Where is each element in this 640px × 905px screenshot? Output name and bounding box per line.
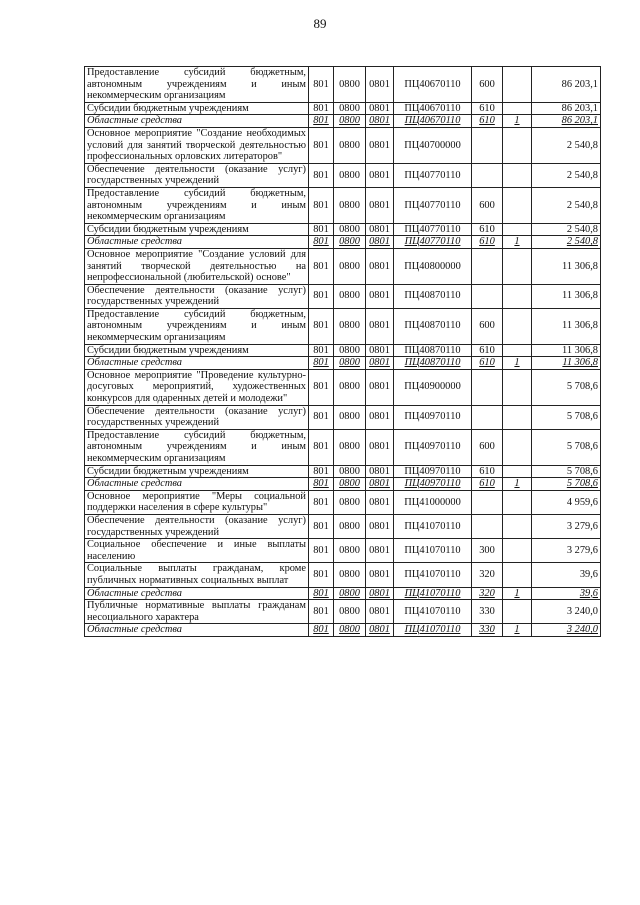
- row-section-code: 0800: [334, 563, 366, 587]
- table-row: [85, 344, 601, 357]
- row-amount: 86 203,1: [532, 67, 601, 103]
- table-row: [85, 102, 601, 115]
- row-amount: 86 203,1: [532, 115, 601, 128]
- row-admin-code: 801: [309, 600, 334, 624]
- row-expense-type: 330: [472, 600, 503, 624]
- row-subsection-code: 0801: [366, 308, 394, 344]
- row-expense-type: 600: [472, 187, 503, 223]
- row-subsection-code: 0801: [366, 115, 394, 128]
- row-amount: 3 279,6: [532, 514, 601, 538]
- table-row: [85, 539, 601, 563]
- row-name: Субсидии бюджетным учреждениям: [85, 465, 309, 478]
- row-subsection-code: 0801: [366, 405, 394, 429]
- table-row-regional-funds: [85, 115, 601, 128]
- row-target-article: ПЦ40670110: [394, 102, 472, 115]
- row-subsection-code: 0801: [366, 624, 394, 637]
- row-amount: 11 306,8: [532, 344, 601, 357]
- row-section-code: 0800: [334, 539, 366, 563]
- row-amount: 11 306,8: [532, 284, 601, 308]
- row-section-code: 0800: [334, 248, 366, 284]
- row-admin-code: 801: [309, 357, 334, 370]
- row-expense-type: 320: [472, 563, 503, 587]
- row-target-article: ПЦ41000000: [394, 490, 472, 514]
- row-admin-code: 801: [309, 163, 334, 187]
- row-subsection-code: 0801: [366, 248, 394, 284]
- row-amount: 86 203,1: [532, 102, 601, 115]
- row-subsection-code: 0801: [366, 369, 394, 405]
- row-target-article: ПЦ41070110: [394, 600, 472, 624]
- row-admin-code: 801: [309, 248, 334, 284]
- row-expense-type: 610: [472, 223, 503, 236]
- row-name: Основное мероприятие "Создание условий для занятий творческой деятельностью на непрофессиональной (любительской) основе": [85, 248, 309, 284]
- row-admin-code: 801: [309, 344, 334, 357]
- table-row: [85, 163, 601, 187]
- row-target-article: ПЦ40870110: [394, 344, 472, 357]
- row-funding-source: [503, 127, 532, 163]
- row-section-code: 0800: [334, 587, 366, 600]
- row-subsection-code: 0801: [366, 284, 394, 308]
- row-name: Субсидии бюджетным учреждениям: [85, 223, 309, 236]
- row-amount: 4 959,6: [532, 490, 601, 514]
- row-funding-source: [503, 284, 532, 308]
- row-expense-type: 600: [472, 308, 503, 344]
- row-name: Областные средства: [85, 236, 309, 249]
- table-row: [85, 369, 601, 405]
- table-row: [85, 223, 601, 236]
- row-amount: 2 540,8: [532, 163, 601, 187]
- row-expense-type: 320: [472, 587, 503, 600]
- row-subsection-code: 0801: [366, 587, 394, 600]
- row-expense-type: 330: [472, 624, 503, 637]
- row-subsection-code: 0801: [366, 163, 394, 187]
- row-admin-code: 801: [309, 223, 334, 236]
- row-section-code: 0800: [334, 490, 366, 514]
- row-amount: 2 540,8: [532, 187, 601, 223]
- row-amount: 5 708,6: [532, 405, 601, 429]
- row-subsection-code: 0801: [366, 600, 394, 624]
- row-funding-source: [503, 163, 532, 187]
- row-target-article: ПЦ41070110: [394, 587, 472, 600]
- row-admin-code: 801: [309, 624, 334, 637]
- row-section-code: 0800: [334, 284, 366, 308]
- row-target-article: ПЦ40900000: [394, 369, 472, 405]
- row-expense-type: [472, 514, 503, 538]
- row-amount: 5 708,6: [532, 429, 601, 465]
- row-admin-code: 801: [309, 478, 334, 491]
- row-target-article: ПЦ40800000: [394, 248, 472, 284]
- row-admin-code: 801: [309, 236, 334, 249]
- row-funding-source: [503, 600, 532, 624]
- row-admin-code: 801: [309, 539, 334, 563]
- row-funding-source: 1: [503, 357, 532, 370]
- row-section-code: 0800: [334, 600, 366, 624]
- row-section-code: 0800: [334, 624, 366, 637]
- row-name: Областные средства: [85, 357, 309, 370]
- row-funding-source: [503, 308, 532, 344]
- table-row-regional-funds: [85, 587, 601, 600]
- row-amount: 3 240,0: [532, 624, 601, 637]
- row-expense-type: [472, 127, 503, 163]
- row-target-article: ПЦ40970110: [394, 429, 472, 465]
- row-name: Основное мероприятие "Создание необходимых условий для занятий творческой деятельностью профессиональных орловских литераторов": [85, 127, 309, 163]
- row-expense-type: 300: [472, 539, 503, 563]
- row-expense-type: [472, 490, 503, 514]
- row-name: Предоставление субсидий бюджетным, автономным учреждениям и иным некоммерческим организациям: [85, 187, 309, 223]
- row-expense-type: 610: [472, 102, 503, 115]
- row-subsection-code: 0801: [366, 563, 394, 587]
- table-row: [85, 514, 601, 538]
- row-target-article: ПЦ40770110: [394, 223, 472, 236]
- row-admin-code: 801: [309, 405, 334, 429]
- row-funding-source: [503, 405, 532, 429]
- row-subsection-code: 0801: [366, 514, 394, 538]
- row-admin-code: 801: [309, 308, 334, 344]
- row-subsection-code: 0801: [366, 539, 394, 563]
- row-target-article: ПЦ40770110: [394, 187, 472, 223]
- row-amount: 11 306,8: [532, 308, 601, 344]
- row-funding-source: 1: [503, 624, 532, 637]
- row-expense-type: 610: [472, 465, 503, 478]
- row-funding-source: [503, 429, 532, 465]
- row-expense-type: 610: [472, 357, 503, 370]
- row-name: Областные средства: [85, 624, 309, 637]
- row-expense-type: [472, 405, 503, 429]
- row-funding-source: [503, 187, 532, 223]
- row-admin-code: 801: [309, 514, 334, 538]
- row-section-code: 0800: [334, 514, 366, 538]
- row-funding-source: 1: [503, 236, 532, 249]
- row-subsection-code: 0801: [366, 465, 394, 478]
- table-row: [85, 490, 601, 514]
- row-target-article: ПЦ40770110: [394, 163, 472, 187]
- row-name: Предоставление субсидий бюджетным, автономным учреждениям и иным некоммерческим организациям: [85, 429, 309, 465]
- row-admin-code: 801: [309, 369, 334, 405]
- row-name: Обеспечение деятельности (оказание услуг) государственных учреждений: [85, 163, 309, 187]
- table-row-regional-funds: [85, 357, 601, 370]
- row-name: Обеспечение деятельности (оказание услуг) государственных учреждений: [85, 514, 309, 538]
- row-subsection-code: 0801: [366, 490, 394, 514]
- row-subsection-code: 0801: [366, 357, 394, 370]
- budget-table: [84, 66, 601, 637]
- row-amount: 39,6: [532, 563, 601, 587]
- row-section-code: 0800: [334, 369, 366, 405]
- row-admin-code: 801: [309, 127, 334, 163]
- row-amount: 3 240,0: [532, 600, 601, 624]
- row-target-article: ПЦ41070110: [394, 514, 472, 538]
- row-target-article: ПЦ40970110: [394, 478, 472, 491]
- row-subsection-code: 0801: [366, 478, 394, 491]
- row-subsection-code: 0801: [366, 127, 394, 163]
- row-admin-code: 801: [309, 102, 334, 115]
- row-funding-source: [503, 223, 532, 236]
- row-funding-source: [503, 102, 532, 115]
- row-funding-source: 1: [503, 478, 532, 491]
- row-amount: 2 540,8: [532, 236, 601, 249]
- row-subsection-code: 0801: [366, 429, 394, 465]
- row-funding-source: [503, 490, 532, 514]
- row-expense-type: 610: [472, 478, 503, 491]
- row-name: Обеспечение деятельности (оказание услуг) государственных учреждений: [85, 284, 309, 308]
- table-row: [85, 429, 601, 465]
- row-name: Социальные выплаты гражданам, кроме публичных нормативных социальных выплат: [85, 563, 309, 587]
- row-target-article: ПЦ40670110: [394, 67, 472, 103]
- row-section-code: 0800: [334, 115, 366, 128]
- row-amount: 11 306,8: [532, 357, 601, 370]
- row-amount: 11 306,8: [532, 248, 601, 284]
- row-section-code: 0800: [334, 405, 366, 429]
- row-funding-source: 1: [503, 115, 532, 128]
- row-funding-source: [503, 67, 532, 103]
- row-target-article: ПЦ40870110: [394, 284, 472, 308]
- row-amount: 39,6: [532, 587, 601, 600]
- table-row: [85, 308, 601, 344]
- row-subsection-code: 0801: [366, 67, 394, 103]
- row-expense-type: 610: [472, 115, 503, 128]
- row-target-article: ПЦ40970110: [394, 465, 472, 478]
- row-admin-code: 801: [309, 284, 334, 308]
- row-expense-type: [472, 248, 503, 284]
- row-section-code: 0800: [334, 67, 366, 103]
- row-section-code: 0800: [334, 344, 366, 357]
- table-row: [85, 284, 601, 308]
- row-amount: 5 708,6: [532, 478, 601, 491]
- row-target-article: ПЦ40700000: [394, 127, 472, 163]
- row-admin-code: 801: [309, 429, 334, 465]
- row-target-article: ПЦ41070110: [394, 539, 472, 563]
- row-admin-code: 801: [309, 115, 334, 128]
- row-target-article: ПЦ40670110: [394, 115, 472, 128]
- row-section-code: 0800: [334, 357, 366, 370]
- row-subsection-code: 0801: [366, 344, 394, 357]
- row-funding-source: [503, 539, 532, 563]
- row-section-code: 0800: [334, 478, 366, 491]
- row-amount: 5 708,6: [532, 465, 601, 478]
- row-expense-type: [472, 163, 503, 187]
- row-target-article: ПЦ40870110: [394, 357, 472, 370]
- row-name: Основное мероприятие "Проведение культурно-досуговых мероприятий, художественных конкурсов для одаренных детей и молодежи": [85, 369, 309, 405]
- row-name: Областные средства: [85, 587, 309, 600]
- row-target-article: ПЦ40970110: [394, 405, 472, 429]
- row-subsection-code: 0801: [366, 236, 394, 249]
- row-amount: 5 708,6: [532, 369, 601, 405]
- row-subsection-code: 0801: [366, 223, 394, 236]
- budget-table-body: [85, 67, 601, 637]
- table-row: [85, 600, 601, 624]
- table-row: [85, 405, 601, 429]
- row-name: Основное мероприятие "Меры социальной поддержки населения в сфере культуры": [85, 490, 309, 514]
- table-row: [85, 248, 601, 284]
- row-expense-type: [472, 284, 503, 308]
- row-section-code: 0800: [334, 223, 366, 236]
- row-section-code: 0800: [334, 429, 366, 465]
- row-expense-type: 610: [472, 344, 503, 357]
- row-admin-code: 801: [309, 563, 334, 587]
- row-admin-code: 801: [309, 187, 334, 223]
- row-name: Предоставление субсидий бюджетным, автономным учреждениям и иным некоммерческим организациям: [85, 67, 309, 103]
- row-expense-type: 600: [472, 429, 503, 465]
- row-name: Субсидии бюджетным учреждениям: [85, 102, 309, 115]
- row-section-code: 0800: [334, 163, 366, 187]
- page-number: 89: [313, 16, 327, 31]
- row-expense-type: 610: [472, 236, 503, 249]
- row-admin-code: 801: [309, 490, 334, 514]
- row-funding-source: [503, 465, 532, 478]
- row-admin-code: 801: [309, 67, 334, 103]
- row-expense-type: [472, 369, 503, 405]
- row-subsection-code: 0801: [366, 187, 394, 223]
- row-name: Областные средства: [85, 478, 309, 491]
- row-name: Предоставление субсидий бюджетным, автономным учреждениям и иным некоммерческим организациям: [85, 308, 309, 344]
- row-section-code: 0800: [334, 465, 366, 478]
- row-amount: 3 279,6: [532, 539, 601, 563]
- row-section-code: 0800: [334, 127, 366, 163]
- row-target-article: ПЦ41070110: [394, 624, 472, 637]
- table-row-regional-funds: [85, 478, 601, 491]
- row-funding-source: [503, 563, 532, 587]
- row-target-article: ПЦ41070110: [394, 563, 472, 587]
- table-row: [85, 127, 601, 163]
- row-name: Публичные нормативные выплаты гражданам несоциального характера: [85, 600, 309, 624]
- row-target-article: ПЦ40770110: [394, 236, 472, 249]
- table-row: [85, 465, 601, 478]
- table-row: [85, 563, 601, 587]
- table-row-regional-funds: [85, 236, 601, 249]
- row-expense-type: 600: [472, 67, 503, 103]
- row-target-article: ПЦ40870110: [394, 308, 472, 344]
- table-row: [85, 67, 601, 103]
- table-row-regional-funds: [85, 624, 601, 637]
- row-name: Областные средства: [85, 115, 309, 128]
- row-subsection-code: 0801: [366, 102, 394, 115]
- table-row: [85, 187, 601, 223]
- row-amount: 2 540,8: [532, 127, 601, 163]
- row-funding-source: [503, 369, 532, 405]
- row-funding-source: [503, 514, 532, 538]
- row-section-code: 0800: [334, 102, 366, 115]
- row-section-code: 0800: [334, 187, 366, 223]
- row-amount: 2 540,8: [532, 223, 601, 236]
- row-funding-source: 1: [503, 587, 532, 600]
- row-admin-code: 801: [309, 587, 334, 600]
- row-name: Обеспечение деятельности (оказание услуг) государственных учреждений: [85, 405, 309, 429]
- row-name: Субсидии бюджетным учреждениям: [85, 344, 309, 357]
- row-section-code: 0800: [334, 236, 366, 249]
- row-admin-code: 801: [309, 465, 334, 478]
- row-name: Социальное обеспечение и иные выплаты населению: [85, 539, 309, 563]
- row-funding-source: [503, 344, 532, 357]
- row-section-code: 0800: [334, 308, 366, 344]
- row-funding-source: [503, 248, 532, 284]
